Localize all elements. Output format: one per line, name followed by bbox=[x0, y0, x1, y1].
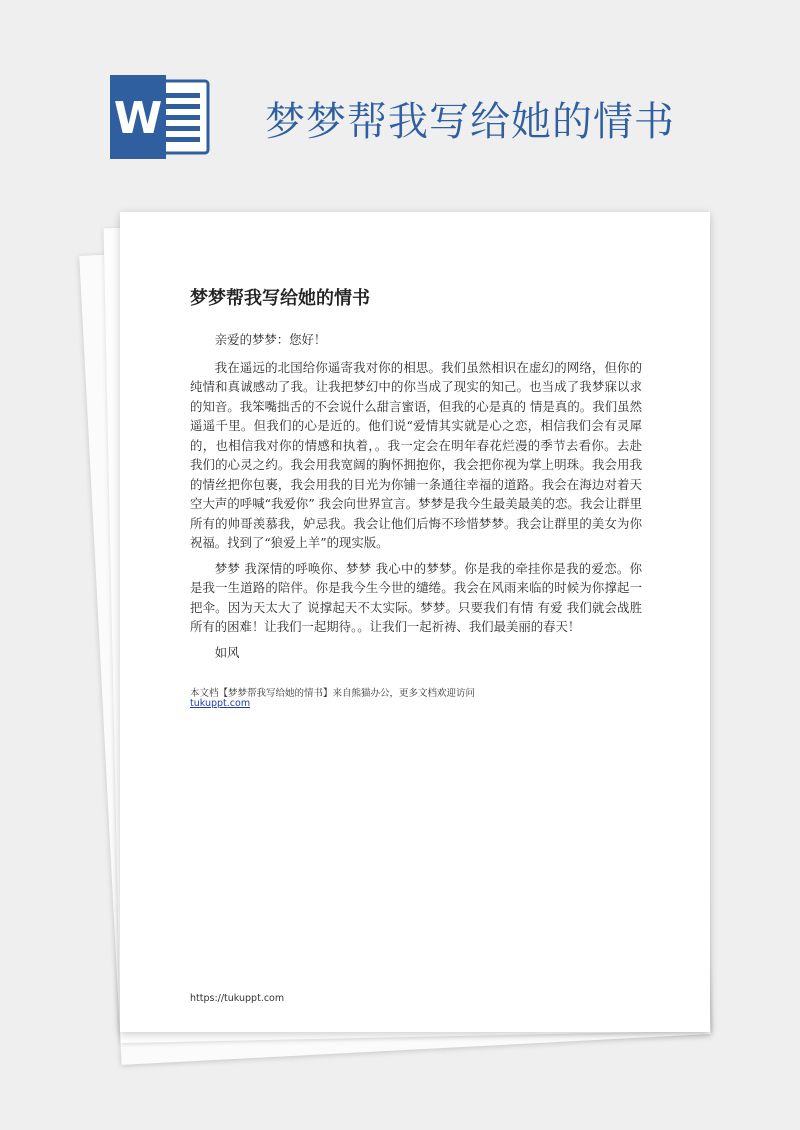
paragraph-2: 梦梦 我深情的呼唤你、梦梦 我心中的梦梦。你是我的牵挂你是我的爱恋。你是我一生道路的陪伴。你是我今生今世的缱绻。我会在风雨来临的时候为你撑起一把伞。因为天太大了 说撑起天不太实际。梦梦。只要我们有情 有爱 我们就会战胜所有的困难！让我们一起期待。。让我们一起祈祷、我们最美丽的春天！ bbox=[190, 560, 642, 634]
document-page bbox=[120, 212, 710, 1032]
page-url: https://tukuppt.com bbox=[190, 993, 285, 1004]
document-body bbox=[190, 330, 642, 668]
greeting: 亲爱的梦梦：您好！ bbox=[214, 332, 327, 347]
signature: 如风 bbox=[214, 644, 240, 660]
header-banner bbox=[0, 0, 800, 200]
document-title: 梦梦帮我写给她的情书 bbox=[190, 288, 370, 309]
word-logo-icon bbox=[108, 73, 212, 161]
footer-link[interactable]: tukuppt.com bbox=[190, 698, 251, 709]
paragraph-1: 我在遥远的北国给你遥寄我对你的相思。我们虽然相识在虚幻的网络，但你的纯情和真诚感动了我。让我把梦幻中的你当成了现实的知己。也当成了我梦寐以求的知音。我笨嘴拙舌的不会说什么甜言蜜语，但我的心是真的 情是真的。我们虽然遥遥千里。但我们的心是近的。他们说“爱情其实就是心之恋，相信我们会有灵犀的，也相信我对你的情感和执着，。我一定会在明年春花烂漫的季节去看你。去赴我们的心灵之约。我会用我宽阔的胸怀拥抱你，我会把你视为掌上明珠。我会用我的情丝把你包裹，我会用我的目光为你铺一条通往幸福的道路。我会在海边对着天空大声的呼喊“我爱你” 我会向世界宣言。梦梦是我今生最美最美的恋。我会让群里所有的帅哥羡慕我，妒忌我。我会让他们后悔不珍惜梦梦。我会让群里的美女为你祝福。找到了“狼爱上羊”的现实版。 bbox=[190, 359, 642, 550]
banner-title: 梦梦帮我写给她的情书 bbox=[265, 99, 675, 145]
footer-note: 本文档【梦梦帮我写给她的情书】来自熊猫办公，更多文档欢迎访问 bbox=[190, 688, 476, 699]
logo-letter: W bbox=[113, 93, 163, 144]
